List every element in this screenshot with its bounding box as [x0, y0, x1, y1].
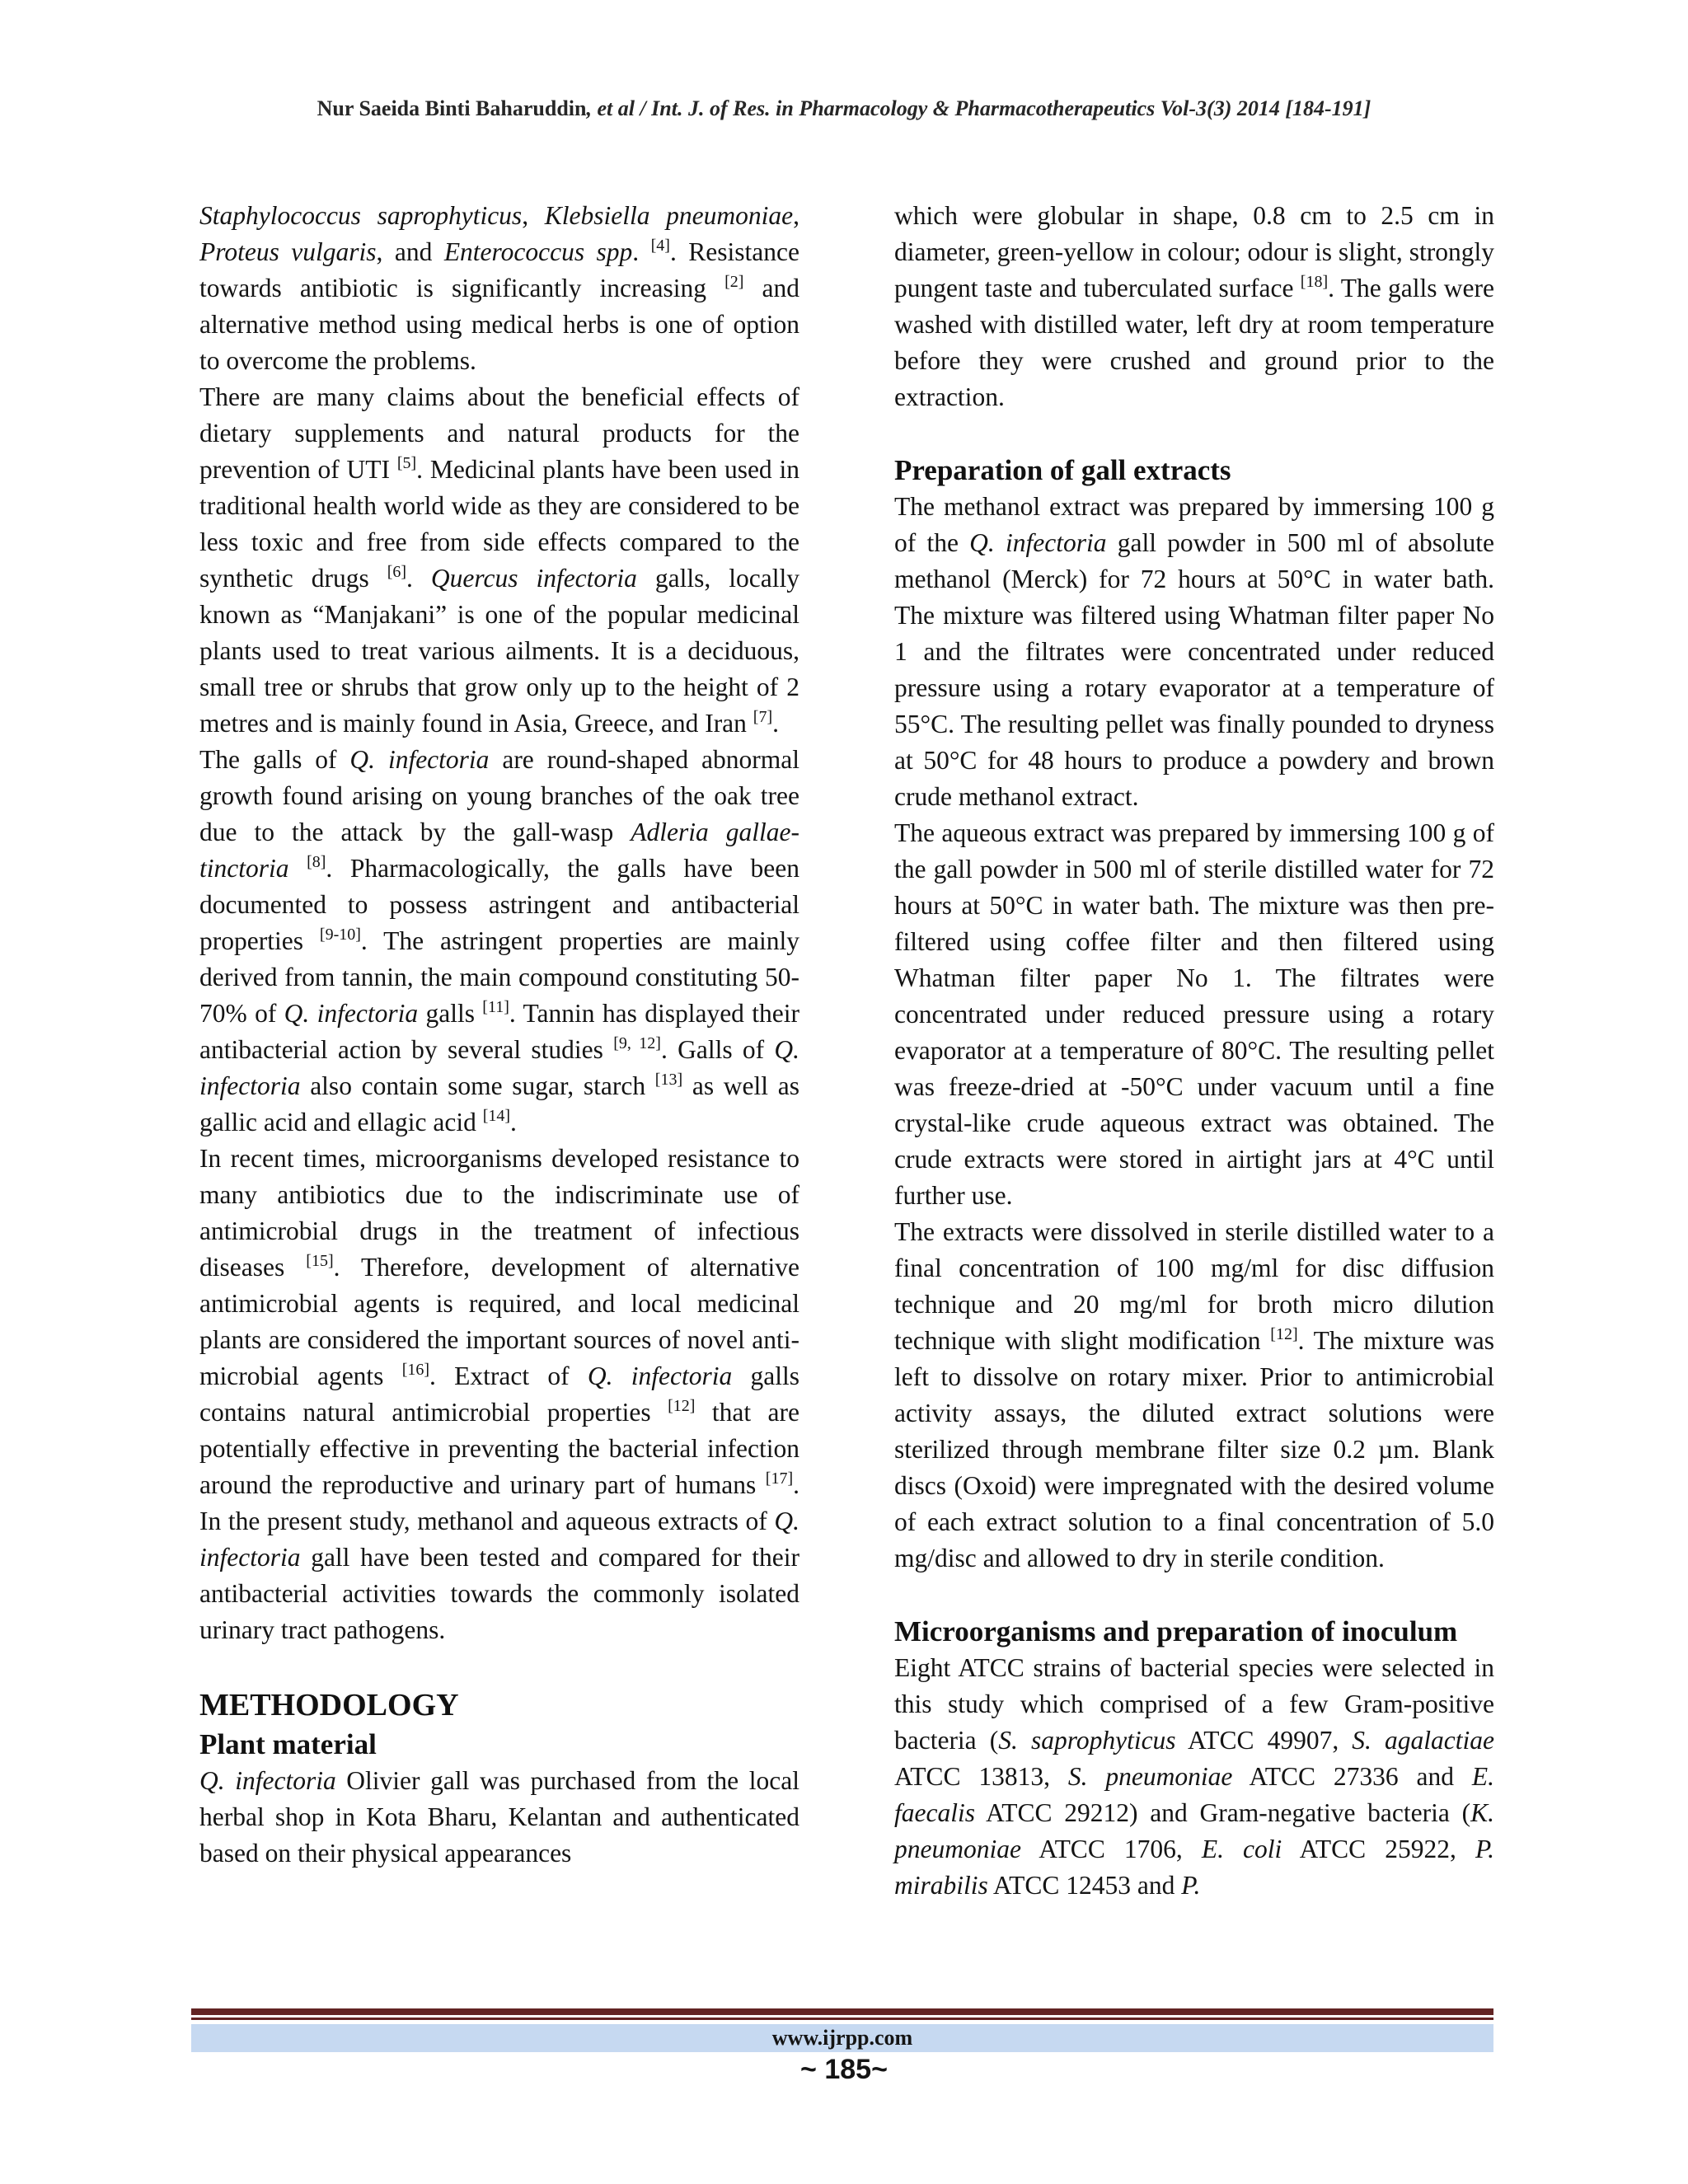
italic-term: E. coli [1201, 1835, 1282, 1863]
paragraph: Staphylococcus saprophyticus, Klebsiella pneumoniae, Proteus vulgaris, and Enterococcus spp. [4]. Resistance towards antibiotic is significantly increasing [2] and alternative method using medical herbs is one of option to overcome the problems. [199, 201, 800, 375]
italic-term: Proteus vulgaris [199, 237, 377, 266]
citation-ref: [9-10] [319, 926, 361, 944]
citation-ref: [9, 12] [613, 1034, 661, 1052]
italic-term: Staphylococcus saprophyticus [199, 201, 523, 230]
paragraph: which were globular in shape, 0.8 cm to 2.5 cm in diameter, green-yellow in colour; odour is slight, strongly pungent taste and tuberculated surface [18]. The galls were washed with distilled water, left dry at room temperature before they were crushed and ground prior to the extraction. [894, 201, 1494, 411]
paragraph: The galls of Q. infectoria are round-shaped abnormal growth found arising on young branches of the oak tree due to the attack by the gall-wasp Adleria gallae-tinctoria [8]. Pharmacologically, the galls have been documented to possess astringent and antibacterial properties [9-10]. The astringent properties are mainly derived from tannin, the main compound constituting 50-70% of Q. infectoria galls [11]. Tannin has displayed their antibacterial action by several studies [9, 12]. Galls of Q. infectoria also contain some sugar, starch [13] as well as gallic acid and ellagic acid [14]. [199, 745, 800, 1137]
website-link[interactable]: www.ijrpp.com [771, 2026, 913, 2050]
citation-ref: [5] [396, 454, 417, 472]
citation-ref: [16] [401, 1361, 430, 1379]
italic-term: Quercus infectoria [430, 564, 637, 593]
italic-term: S. saprophyticus [998, 1726, 1176, 1755]
footer-rule [191, 2018, 1493, 2020]
italic-term: Q. infectoria [199, 1507, 799, 1572]
spacer [199, 1648, 799, 1685]
paragraph: The methanol extract was prepared by immersing 100 g of the Q. infectoria gall powder in 500 ml of absolute methanol (Merck) for 72 hours at 50°C in water bath. The mixture was filtered using Whatman filter paper No 1 and the filtrates were concentrated under reduced pressure using a rotary evaporator at a temperature of 55°C. The resulting pellet was finally pounded to dryness at 50°C for 48 hours to produce a powdery and brown crude methanol extract. [894, 492, 1494, 811]
citation-ref: [11] [482, 998, 509, 1016]
italic-term: Q. infectoria [969, 528, 1107, 557]
italic-term: Q. infectoria [349, 745, 490, 774]
citation-ref: [14] [482, 1107, 511, 1125]
running-header [0, 96, 1688, 121]
italic-term: E. faecalis [894, 1762, 1494, 1827]
citation-ref: [2] [724, 273, 744, 291]
citation-ref: [12] [668, 1397, 696, 1415]
section-heading-methodology: METHODOLOGY [199, 1688, 459, 1722]
citation-ref: [8] [307, 853, 326, 871]
italic-term: Q. infectoria [199, 1035, 799, 1100]
citation-ref: [12] [1270, 1325, 1298, 1343]
paragraph: There are many claims about the beneficial effects of dietary supplements and natural products for the prevention of UTI [5]. Medicinal plants have been used in traditional health world wide as they are considered to be less toxic and free from side effects compared to the synthetic drugs [6]. Quercus infectoria galls, locally known as “Manjakani” is one of the popular medicinal plants used to treat various ailments. It is a deciduous, small tree or shrubs that grow only up to the height of 2 metres and is mainly found in Asia, Greece, and Iran [7]. [199, 382, 799, 738]
paragraph: In recent times, microorganisms developed resistance to many antibiotics due to the indiscriminate use of antimicrobial drugs in the treatment of infectious diseases [15]. Therefore, development of alternative antimicrobial agents is required, and local medicinal plants are considered the important sources of novel anti- microbial agents [16]. Extract of Q. infectoria galls contains natural antimicrobial properties [12] that are potentially effective in preventing the bacterial infection around the reproductive and urinary part of humans [17]. In the present study, methanol and aqueous extracts of Q. infectoria gall have been tested and compared for their antibacterial activities towards the commonly isolated urinary tract pathogens. [199, 1144, 800, 1644]
spacer [894, 1577, 1494, 1613]
citation-ref: [7] [753, 708, 773, 726]
citation-ref: [17] [765, 1469, 794, 1488]
spacer [894, 415, 1494, 452]
italic-term: S. pneumoniae [1067, 1762, 1233, 1791]
footer-website [191, 2024, 1493, 2052]
citation-ref: [13] [654, 1071, 683, 1089]
citation-ref: [4] [650, 237, 670, 255]
italic-term: K. pneumoniae [894, 1798, 1494, 1863]
left-column [199, 198, 799, 1872]
italic-term: P. [1181, 1871, 1201, 1900]
subheading-gall-extracts: Preparation of gall extracts [894, 454, 1231, 486]
italic-term: Enterococcus spp [443, 237, 633, 266]
header-journal: , et al / Int. J. of Res. in Pharmacology & Pharmacotherapeutics Vol-3(3) 2014 [184-191] [586, 96, 1372, 120]
paragraph: The aqueous extract was prepared by immersing 100 g of the gall powder in 500 ml of sterile distilled water for 72 hours at 50°C in water bath. The mixture was then pre-filtered using coffee filter and then filtered using Whatman filter paper No 1. The filtrates were concentrated under reduced pressure using a rotary evaporator at a temperature of 80°C. The resulting pellet was freeze-dried at -50°C under vacuum until a fine crystal-like crude aqueous extract was obtained. The crude extracts were stored in airtight jars at 4°C until further use. [894, 818, 1494, 1210]
subheading-plant-material: Plant material [199, 1728, 377, 1760]
paragraph: The extracts were dissolved in sterile distilled water to a final concentration of 100 mg/ml for disc diffusion technique and 20 mg/ml for broth micro dilution technique with slight modification [12]. The mixture was left to dissolve on rotary mixer. Prior to antimicrobial activity assays, the diluted extract solutions were sterilized through membrane filter size 0.2 µm. Blank discs (Oxoid) were impregnated with the desired volume of each extract solution to a final concentration of 5.0 mg/disc and allowed to dry in sterile condition. [894, 1217, 1494, 1572]
italic-term: Klebsiella pneumoniae [544, 201, 794, 230]
italic-term: Adleria gallae-tinctoria [199, 818, 799, 883]
paragraph: Eight ATCC strains of bacterial species were selected in this study which comprised of a few Gram-positive bacteria (S. saprophyticus ATCC 49907, S. agalactiae ATCC 13813, S. pneumoniae ATCC 27336 and E. faecalis ATCC 29212) and Gram-negative bacteria (K. pneumoniae ATCC 1706, E. coli ATCC 25922, P. mirabilis ATCC 12453 and P. [894, 1653, 1494, 1900]
page-number: ~ 185~ [800, 2054, 888, 2085]
footer-rule [191, 2008, 1493, 2015]
paragraph: Q. infectoria Olivier gall was purchased from the local herbal shop in Kota Bharu, Kelantan and authenticated based on their physical appearances [199, 1766, 799, 1868]
citation-ref: [15] [306, 1252, 334, 1270]
italic-term: Q. infectoria [587, 1361, 733, 1390]
italic-term: Q. infectoria [199, 1766, 336, 1795]
italic-term: Q. infectoria [284, 999, 419, 1028]
subheading-inoculum: Microorganisms and preparation of inoculum [894, 1615, 1458, 1647]
italic-term: P. mirabilis [894, 1835, 1494, 1900]
citation-ref: [6] [387, 563, 407, 581]
italic-term: S. agalactiae [1352, 1726, 1494, 1755]
citation-ref: [18] [1300, 273, 1329, 291]
header-authors: Nur Saeida Binti Baharuddin [316, 96, 587, 120]
right-column [894, 198, 1494, 1904]
